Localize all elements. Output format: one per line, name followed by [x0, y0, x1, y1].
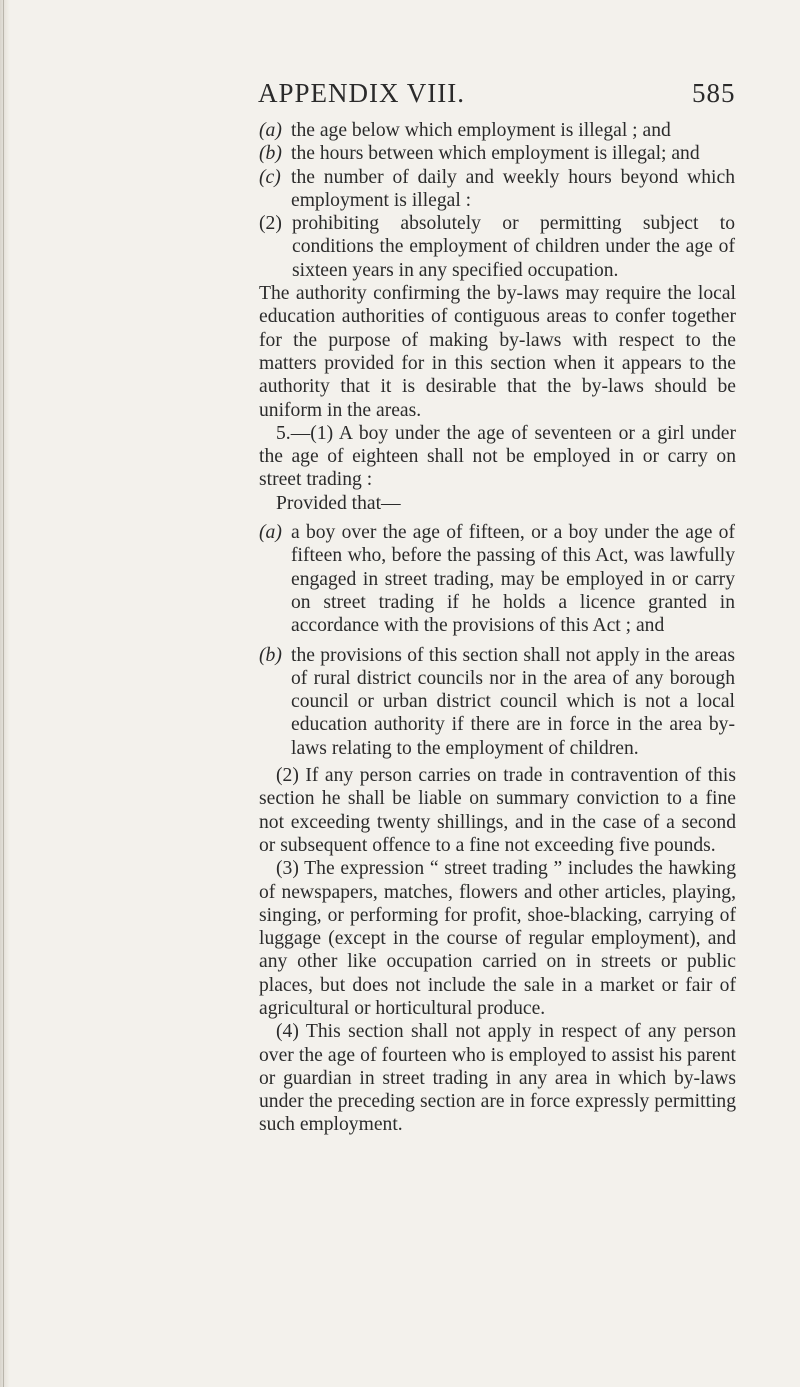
- page-body: [0, 119, 800, 1137]
- proviso-text-b: the provisions of this section shall not apply in the areas of rural district councils nor in the area of any borough council or urban district council which is not a local education authority if there are in force in the area by-laws relating to the employment of children.: [291, 644, 735, 759]
- bylaw-label-2: (2): [259, 213, 282, 235]
- provided-that: Provided that—: [276, 492, 401, 514]
- section-5-paragraph: 5.—(1) A boy under the age of seventeen or a girl under the age of eighteen shall not be employed in or carry on street trading :: [259, 422, 736, 491]
- proviso-label-b: (b): [259, 644, 282, 666]
- list-label-a: (a): [259, 120, 282, 141]
- list-text-a: the age below which employment is illegal ; and: [291, 120, 671, 141]
- list-item-c: [0, 166, 735, 213]
- list-item-b: [0, 142, 735, 165]
- list-label-c: (c): [259, 166, 281, 188]
- page-number: 585: [692, 78, 736, 108]
- list-text-b: the hours between which employment is illegal; and: [291, 143, 700, 165]
- header-title: APPENDIX VIII.: [258, 78, 465, 108]
- proviso-item-a: [0, 521, 735, 637]
- subsection-3-paragraph: (3) The expression “ street trading ” includes the hawking of newspapers, matches, flowers and other articles, playing, singing, or performing for profit, shoe-blacking, carrying of luggage (except in the course of regular employment), and any other like occupation carried on in streets or public places, but does not include the sale in a market or fair of agricultural or horticultural produce.: [259, 858, 736, 1019]
- list-item-a: [0, 119, 735, 142]
- list-label-b: (b): [259, 143, 282, 165]
- proviso-item-b: [0, 644, 735, 760]
- subsection-4-paragraph: (4) This section shall not apply in respect of any person over the age of fourteen who is employed to assist his parent or guardian in street trading in any area in which by-laws under the preceding section are in force expressly permitting such employment.: [259, 1021, 736, 1136]
- bylaw-item-2: [0, 212, 735, 282]
- authority-paragraph: The authority confirming the by-laws may require the local education authorities of contiguous areas to confer together for the purpose of making by-laws with respect to the matters provided for in this section when it appears to the authority that it is desirable that the by-laws should be uniform in the areas.: [259, 283, 736, 421]
- list-text-c: the number of daily and weekly hours beyond which employment is illegal :: [291, 166, 735, 211]
- subsection-2-paragraph: (2) If any person carries on trade in contravention of this section he shall be liable on summary conviction to a fine not exceeding twenty shillings, and in the case of a second or subsequent offence to a fine not exceeding five pounds.: [259, 765, 736, 856]
- running-header: [0, 78, 800, 118]
- bylaw-text-2: prohibiting absolutely or permitting subject to conditions the employment of children under the age of sixteen years in any specified occupation.: [292, 213, 735, 281]
- proviso-label-a: (a): [259, 522, 282, 544]
- proviso-text-a: a boy over the age of fifteen, or a boy under the age of fifteen who, before the passing of this Act, was lawfully engaged in street trading, may be employed in or carry on street trading if he holds a licence granted in accordance with the provisions of this Act ; and: [291, 522, 735, 637]
